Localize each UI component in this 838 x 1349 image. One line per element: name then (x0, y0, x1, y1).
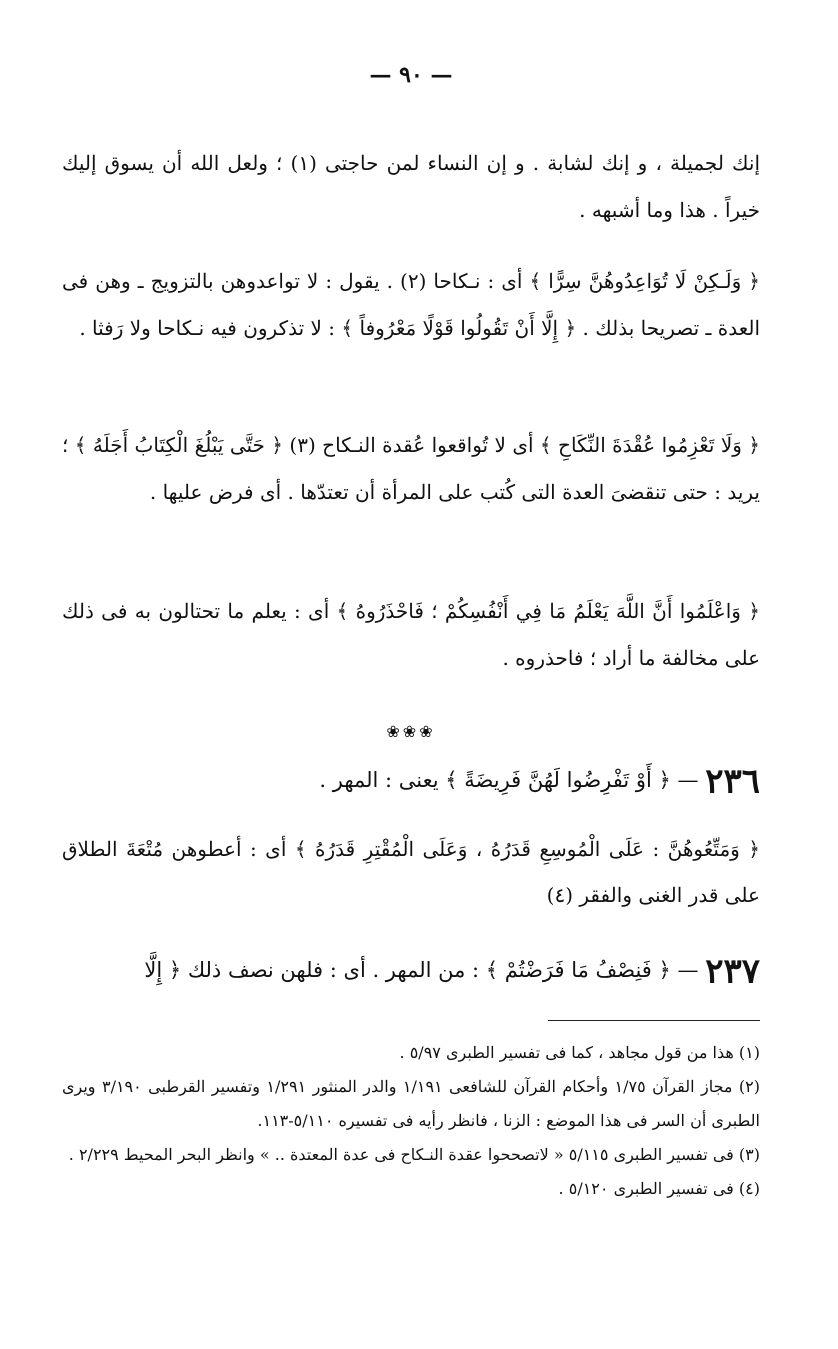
paragraph-2: ﴿ وَلَـكِنْ لَا تُوَاعِدُوهُنَّ سِرًّا ﴾ أى : نـكاحا (٢) . يقول : لا تواعدوهن بالتزويج ـ وهن فى العدة ـ تصريحا بذلك . ﴿ إِلَّا أَنْ تَقُولُوا قَوْلًا مَعْرُوفاً ﴾ : لا تذكرون فيه نـكاحا ولا رَفثا . (62, 269, 760, 340)
paragraph-4: ﴿ وَاعْلَمُوا أَنَّ اللَّهَ يَعْلَمُ مَا فِي أَنْفُسِكُمْ ؛ فَاحْذَرُوهُ ﴾ أى : يعلم ما تحتالون به فى ذلك على مخالفة ما أراد ؛ فاحذروه . (62, 599, 760, 670)
verse-237-text: — ﴿ فَنِصْفُ مَا فَرَضْتُمْ ﴾ : من المهر . أى : فلهن نصف ذلك ﴿ إِلَّا (144, 958, 699, 982)
section-separator: ❀❀❀ (386, 722, 436, 741)
paragraph-236: ﴿ وَمَتِّعُوهُنَّ : عَلَى الْمُوسِعِ قَدَرُهُ ، وَعَلَى الْمُقْتِرِ قَدَرُهُ ﴾ أى : أعطوهن مُتْعَةَ الطلاق على قدر الغنى والفقر (٤) (62, 837, 760, 907)
page-number: — ٩٠ — (369, 62, 453, 88)
footnote-4: (٤) فى تفسير الطبرى ٥/١٢٠ . (558, 1179, 760, 1198)
paragraph-1: إنك لجميلة ، و إنك لشابة . و إن النساء لمن حاجتى (١) ؛ ولعل الله أن يسوق إليك خيراً . هذا وما أشبهه . (62, 151, 761, 222)
verse-number-237: ٢٣٧ (705, 951, 760, 992)
verse-236-text: — ﴿ أَوْ تَفْرِضُوا لَهُنَّ فَرِيضَةً ﴾ يعنى : المهر . (319, 768, 699, 792)
verse-236-heading (62, 760, 760, 802)
paragraph-3: ﴿ وَلَا تَعْزِمُوا عُقْدَةَ النِّكَاحِ ﴾ أى لا تُواقعوا عُقدة النـكاح (٣) ﴿ حَتَّى يَبْلُغَ الْكِتَابُ أَجَلَهُ ﴾ ؛ يريد : حتى تنقضىَ العدة التى كُتب على المرأة أن تعتدّها . أى فرض عليها . (62, 433, 761, 504)
book-page (62, 0, 760, 1349)
footnote-divider (548, 1020, 760, 1021)
footnote-1: (١) هذا من قول مجاهد ، كما فى تفسير الطبرى ٥/٩٧ . (399, 1043, 760, 1062)
verse-number-236: ٢٣٦ (705, 761, 760, 802)
footnote-2: (٢) مجاز القرآن ١/٧٥ وأحكام القرآن للشافعى ١/١٩١ والدر المنثور ١/٢٩١ وتفسير القرطبى ٣/١٩٠ ويرى الطبرى أن السر فى هذا الموضع : الزنا ، فانظر رأيه فى تفسيره ٥/١١٠-١١٣. (62, 1077, 761, 1130)
footnote-3: (٣) فى تفسير الطبرى ٥/١١٥ « لاتصححوا عقدة النـكاح فى عدة المعتدة .. » وانظر البحر المحيط ٢/٢٢٩ . (68, 1145, 760, 1164)
footnotes (62, 1036, 760, 1206)
verse-237-heading (62, 950, 760, 992)
